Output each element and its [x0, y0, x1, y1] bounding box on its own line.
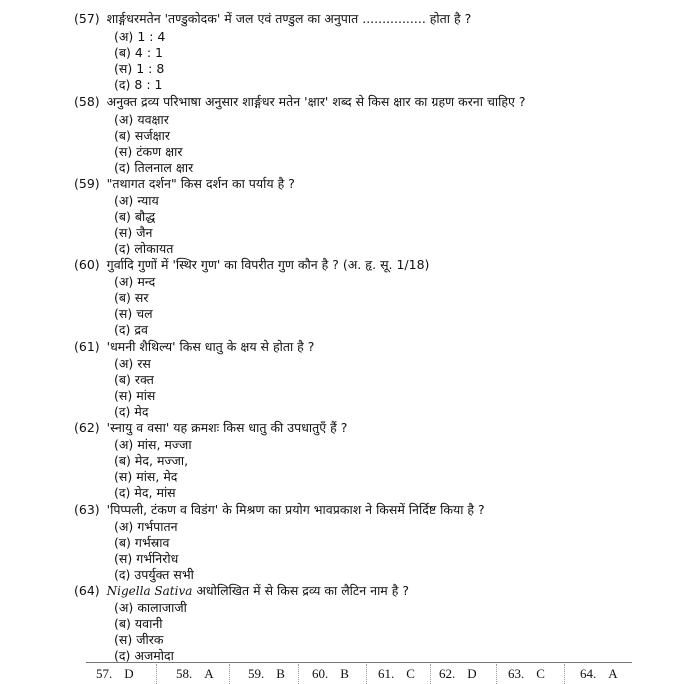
option-a: [114, 356, 151, 372]
question-text: शार्ङ्गधरमतेन 'तण्डुकोदक' में जल एवं तण्डुल का अनुपात ................ होता है ?: [106, 11, 472, 26]
option-label: (ब): [114, 453, 131, 468]
option-c: [114, 632, 163, 648]
option-text: रक्त: [134, 372, 154, 387]
option-label: (ब): [114, 535, 131, 550]
option-a: [114, 193, 159, 209]
answer-number: 63.: [508, 666, 525, 681]
option-label: (स): [114, 225, 133, 240]
option-label: (अ): [114, 437, 134, 452]
option-text: यवक्षार: [137, 112, 169, 127]
answer-entry: [508, 666, 545, 682]
question-57: [74, 11, 471, 27]
option-a: [114, 600, 187, 616]
answer-number: 64.: [580, 666, 597, 681]
option-label: (द): [114, 648, 131, 663]
option-text: यवानी: [134, 616, 163, 631]
option-text: मेद, मांस: [134, 485, 176, 500]
answer-divider: [430, 664, 432, 684]
option-label: (ब): [114, 209, 131, 224]
question-63: [74, 502, 485, 518]
option-text: टंकण क्षार: [136, 144, 183, 159]
question-text: अधोलिखित में से किस द्रव्य का लैटिन नाम है ?: [196, 583, 409, 598]
option-text: बौद्ध: [134, 209, 156, 224]
question-59: [74, 176, 295, 192]
option-d: [114, 241, 173, 257]
option-label: (अ): [114, 600, 134, 615]
option-c: [114, 388, 155, 404]
option-label: (ब): [114, 290, 131, 305]
answer-number: 57.: [96, 666, 113, 681]
option-b: [114, 535, 170, 551]
option-label: (द): [114, 322, 131, 337]
option-text: रस: [137, 356, 151, 371]
answer-divider: [298, 664, 300, 684]
option-text: न्याय: [137, 193, 159, 208]
answer-divider: [229, 664, 231, 684]
option-label: (द): [114, 241, 131, 256]
question-text: 'धमनी शैथिल्य' किस धातु के क्षय से होता है ?: [106, 339, 315, 354]
option-label: (स): [114, 632, 133, 647]
answer-value: B: [276, 666, 285, 681]
option-d: [114, 404, 149, 420]
option-label: (स): [114, 469, 133, 484]
question-64: [74, 583, 409, 599]
answer-number: 62.: [439, 666, 456, 681]
option-label: (अ): [114, 193, 134, 208]
answer-value: D: [467, 666, 477, 681]
option-text: चल: [136, 306, 153, 321]
latin-name: Nigella Sativa: [106, 584, 193, 598]
option-label: (अ): [114, 356, 134, 371]
answer-divider: [496, 664, 498, 684]
option-label: (द): [114, 77, 131, 92]
option-label: (द): [114, 404, 131, 419]
option-a: [114, 274, 155, 290]
option-text: सर्जक्षार: [134, 128, 170, 143]
option-label: (द): [114, 567, 131, 582]
option-label: (अ): [114, 29, 134, 44]
option-text: जैन: [136, 225, 153, 240]
option-d: [114, 322, 148, 338]
option-text: उपर्युक्त सभी: [134, 567, 194, 582]
option-text: 1 : 8: [136, 61, 165, 76]
option-text: कालाजाजी: [137, 600, 187, 615]
option-d: [114, 485, 176, 501]
question-number: (58): [74, 94, 100, 109]
question-60: [74, 257, 429, 273]
answer-value: B: [340, 666, 349, 681]
option-text: गर्भस्राव: [134, 535, 170, 550]
option-d: [114, 77, 162, 93]
answer-number: 60.: [312, 666, 329, 681]
option-text: मांस: [136, 388, 156, 403]
answer-divider: [366, 664, 368, 684]
option-label: (स): [114, 144, 133, 159]
answer-number: 58.: [176, 666, 193, 681]
option-text: अजमोदा: [134, 648, 174, 663]
answer-entry: [248, 666, 285, 682]
option-b: [114, 45, 163, 61]
question-number: (62): [74, 420, 100, 435]
option-text: मेद: [134, 404, 149, 419]
answer-value: C: [406, 666, 415, 681]
option-text: जीरक: [136, 632, 164, 647]
option-text: 1 : 4: [137, 29, 166, 44]
answer-value: C: [536, 666, 545, 681]
option-text: लोकायत: [134, 241, 174, 256]
option-b: [114, 372, 154, 388]
question-58: [74, 94, 526, 110]
option-a: [114, 519, 178, 535]
answer-value: A: [608, 666, 618, 681]
question-number: (59): [74, 176, 100, 191]
option-label: (अ): [114, 519, 134, 534]
question-61: [74, 339, 314, 355]
answer-value: D: [124, 666, 134, 681]
option-text: मांस, मज्जा: [137, 437, 192, 452]
option-label: (ब): [114, 45, 131, 60]
answer-entry: [580, 666, 618, 682]
answer-divider: [564, 664, 566, 684]
option-d: [114, 567, 194, 583]
option-text: 4 : 1: [134, 45, 163, 60]
option-c: [114, 225, 152, 241]
option-b: [114, 128, 170, 144]
question-number: (57): [74, 11, 100, 26]
option-label: (स): [114, 551, 133, 566]
question-62: [74, 420, 347, 436]
question-text: 'पिप्पली, टंकण व विडंग' के मिश्रण का प्रयोग भावप्रकाश ने किसमें निर्दिष्ट किया है ?: [106, 502, 485, 517]
option-label: (स): [114, 388, 133, 403]
answer-entry: [176, 666, 214, 682]
option-a: [114, 29, 165, 45]
answer-divider: [156, 664, 158, 684]
option-c: [114, 144, 182, 160]
option-text: गर्भपातन: [137, 519, 178, 534]
option-label: (स): [114, 61, 133, 76]
option-text: तिलनाल क्षार: [134, 160, 194, 175]
option-text: द्रव: [134, 322, 148, 337]
option-b: [114, 453, 188, 469]
option-label: (स): [114, 306, 133, 321]
question-text: अनुक्त द्रव्य परिभाषा अनुसार शार्ङ्गधर मतेन 'क्षार' शब्द से किस क्षार का ग्रहण करना चाहिए ?: [106, 94, 526, 109]
option-c: [114, 551, 178, 567]
option-c: [114, 469, 177, 485]
option-b: [114, 290, 148, 306]
question-number: (64): [74, 583, 100, 598]
option-a: [114, 437, 192, 453]
option-text: गर्भनिरोध: [136, 551, 179, 566]
option-label: (द): [114, 160, 131, 175]
option-d: [114, 160, 193, 176]
answer-number: 59.: [248, 666, 265, 681]
question-text: गुर्वादि गुणों में 'स्थिर गुण' का विपरीत गुण कौन है ? (अ. हृ. सू. 1/18): [106, 257, 430, 272]
option-label: (ब): [114, 128, 131, 143]
answer-entry: [96, 666, 134, 682]
option-label: (ब): [114, 616, 131, 631]
answer-key: [86, 662, 632, 684]
question-number: (63): [74, 502, 100, 517]
option-b: [114, 209, 155, 225]
option-text: मन्द: [137, 274, 156, 289]
option-text: मेद, मज्जा,: [134, 453, 189, 468]
question-number: (61): [74, 339, 100, 354]
answer-entry: [439, 666, 477, 682]
option-label: (अ): [114, 112, 134, 127]
option-text: 8 : 1: [134, 77, 163, 92]
question-number: (60): [74, 257, 100, 272]
option-c: [114, 306, 153, 322]
question-text: "तथागत दर्शन" किस दर्शन का पर्याय है ?: [106, 176, 295, 191]
answer-value: A: [204, 666, 214, 681]
option-label: (अ): [114, 274, 134, 289]
question-text: 'स्नायु व वसा' यह क्रमशः किस धातु की उपधातुएँ हैं ?: [106, 420, 348, 435]
answer-entry: [312, 666, 349, 682]
option-a: [114, 112, 169, 128]
option-text: सर: [134, 290, 149, 305]
answer-entry: [378, 666, 415, 682]
answer-number: 61.: [378, 666, 395, 681]
option-b: [114, 616, 163, 632]
option-c: [114, 61, 164, 77]
option-text: मांस, मेद: [136, 469, 178, 484]
option-label: (ब): [114, 372, 131, 387]
option-label: (द): [114, 485, 131, 500]
